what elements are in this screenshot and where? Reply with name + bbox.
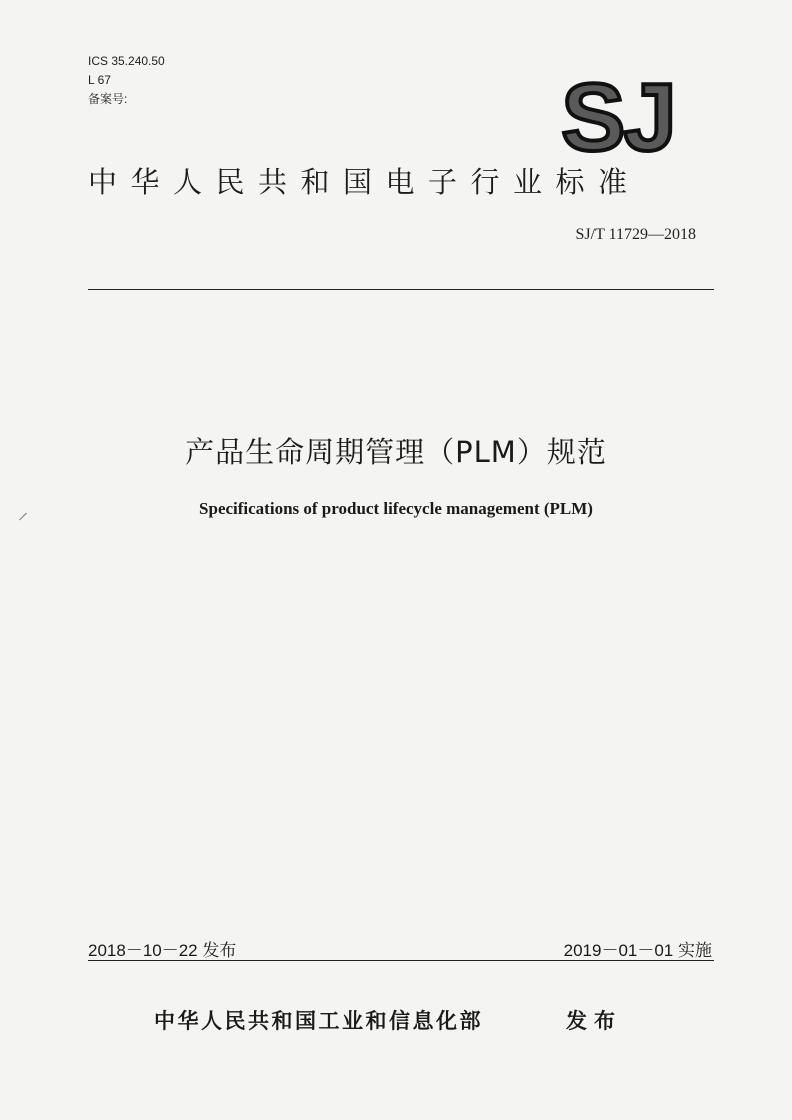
- publish-label: 发布: [566, 1009, 622, 1033]
- header-divider: [88, 289, 714, 290]
- release-date: 2018－10－22 发布: [88, 941, 237, 960]
- footer-divider: [88, 960, 714, 961]
- sj-logo-text: SJ: [561, 74, 675, 156]
- title-chinese: 产品生命周期管理（PLM）规范: [185, 435, 607, 469]
- title-english: Specifications of product lifecycle management (PLM): [199, 499, 593, 518]
- ccs-code: L 67: [88, 73, 111, 87]
- standard-category: 中华人民共和国电子行业标准: [88, 165, 641, 199]
- standard-number: SJ/T 11729—2018: [575, 226, 696, 243]
- sj-logo: [556, 74, 680, 156]
- record-number-label: 备案号:: [88, 92, 128, 106]
- ics-code: ICS 35.240.50: [88, 54, 165, 68]
- implementation-date: 2019－01－01 实施: [563, 941, 712, 960]
- publisher-name: 中华人民共和国工业和信息化部: [154, 1009, 483, 1033]
